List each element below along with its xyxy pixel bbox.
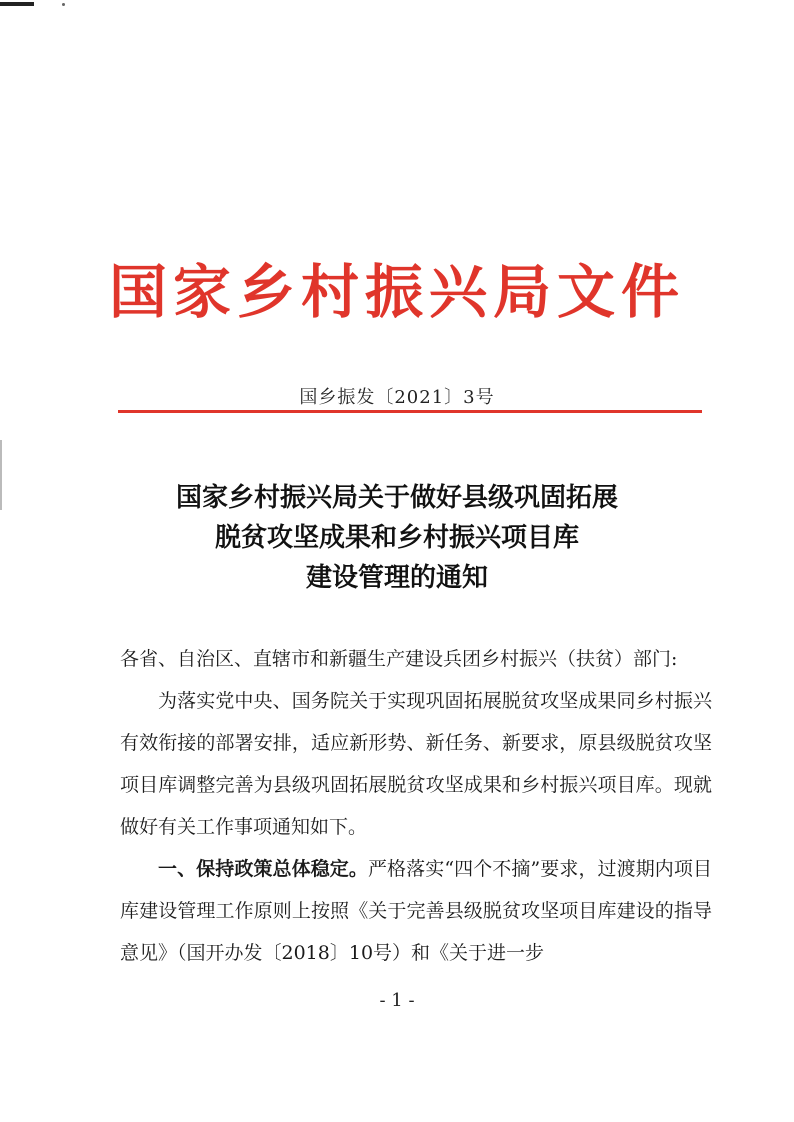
addressee: 各省、自治区、直辖市和新疆生产建设兵团乡村振兴（扶贫）部门: xyxy=(120,648,678,670)
title-line: 脱贫攻坚成果和乡村振兴项目库 xyxy=(214,523,579,553)
section-heading: 一、保持政策总体稳定。 xyxy=(158,858,368,880)
section-paragraph xyxy=(120,848,712,974)
section-text: 严格落实“四个不摘”要求，过渡期内项目库建设管理工作原则上按照《关于完善县级脱贫攻坚项目库建设的指导意见》（国开办发〔2018〕10号）和《关于进一步 xyxy=(120,858,712,964)
document-masthead: 国家乡村振兴局文件 xyxy=(108,258,685,326)
scan-artifact xyxy=(62,3,65,6)
title-line: 国家乡村振兴局关于做好县级巩固拓展 xyxy=(175,483,618,513)
body-paragraph: 为落实党中央、国务院关于实现巩固拓展脱贫攻坚成果同乡村振兴有效衔接的部署安排，适应新形势、新任务、新要求，原县级脱贫攻坚项目库调整完善为县级巩固拓展脱贫攻坚成果和乡村振兴项目库。现就做好有关工作事项通知如下。 xyxy=(120,690,712,838)
document-body xyxy=(120,638,712,974)
page-number: - 1 - xyxy=(379,990,415,1011)
scan-artifact xyxy=(0,2,34,6)
title-line: 建设管理的通知 xyxy=(305,563,488,593)
document-title xyxy=(0,478,794,598)
masthead-divider xyxy=(118,410,702,413)
document-number: 国乡振发〔2021〕3号 xyxy=(299,387,495,408)
